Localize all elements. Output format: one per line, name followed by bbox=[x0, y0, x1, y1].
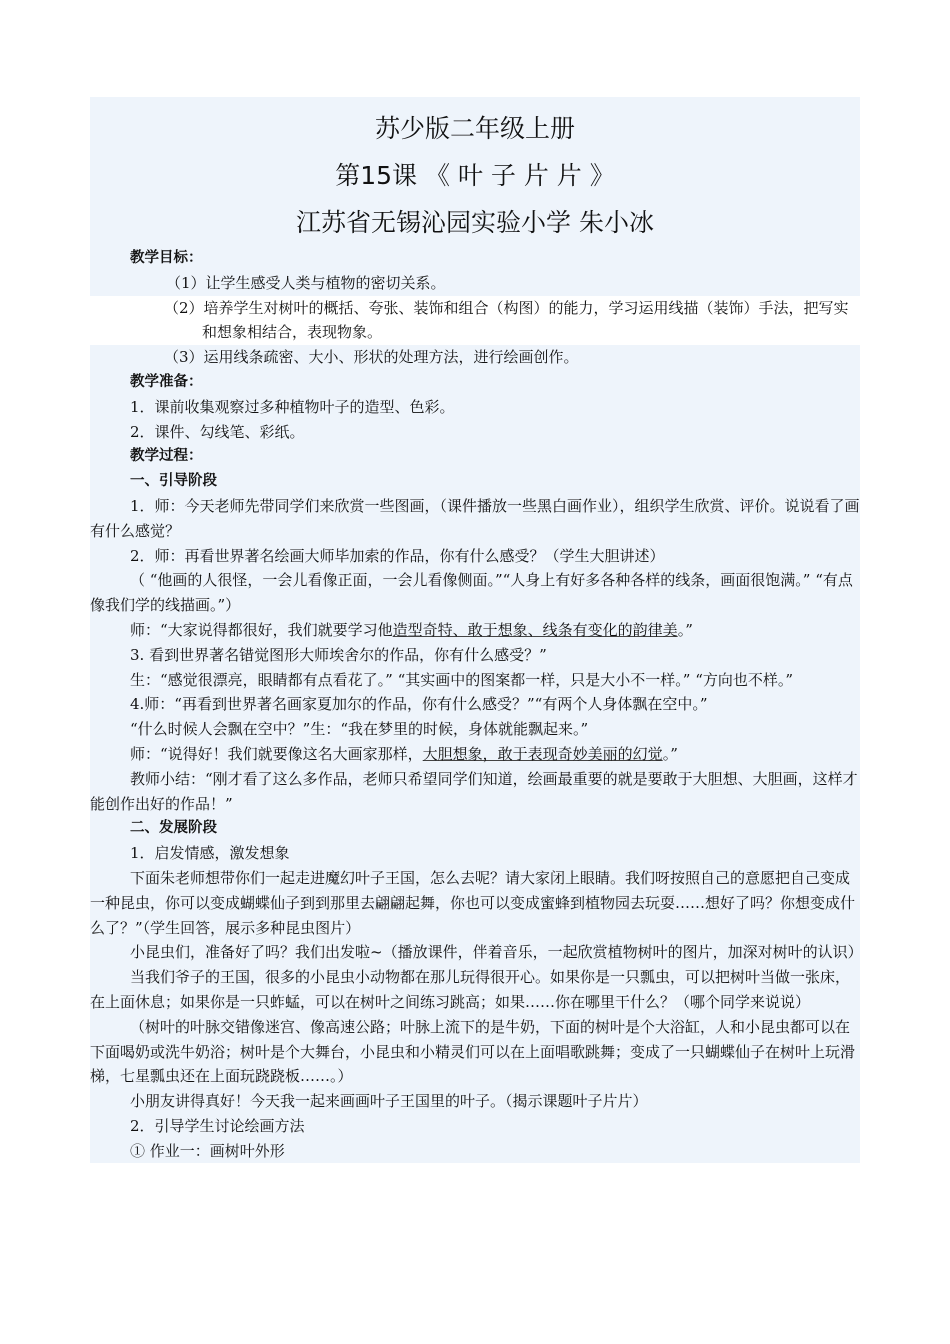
title-textbook: 苏少版二年级上册 bbox=[374, 114, 575, 143]
text-span: 师：“说得好！我们就要像这名大画家那样， bbox=[130, 744, 423, 763]
text-span: 。” bbox=[662, 744, 678, 763]
paragraph: （树叶的叶脉交错像迷宫、像高速公路；叶脉上流下的是牛奶，下面的树叶是个大浴缸，人和小昆虫都可以在下面喝奶或洗牛奶浴；树叶是个大舞台，小昆虫和小精灵们可以在上面唱歌跳舞；变成了一只蝴蝶仙子在树叶上玩滑梯，七星瓢虫还在上面玩跷跷板……。） bbox=[90, 1015, 860, 1089]
paragraph: （ “他画的人很怪，一会儿看像正面，一会儿看像侧面。”“人身上有好多各种各样的线条，画面很饱满。” “有点像我们学的线描画。”） bbox=[90, 568, 860, 618]
heading-process: 教学过程： bbox=[90, 444, 860, 469]
paragraph bbox=[90, 742, 860, 767]
paragraph bbox=[90, 618, 860, 643]
paragraph: 2．师：再看世界著名绘画大师毕加索的作品，你有什么感受？（学生大胆讲述） bbox=[90, 544, 860, 569]
heading-stage-1: 一、引导阶段 bbox=[90, 469, 860, 494]
paragraph: 4.师：“再看到世界著名画家夏加尔的作品，你有什么感受？”“有两个人身体飘在空中。” bbox=[90, 692, 860, 717]
paragraph: 小昆虫们，准备好了吗？我们出发啦~（播放课件，伴着音乐，一起欣赏植物树叶的图片，加深对树叶的认识） bbox=[90, 940, 860, 965]
prep-2: 2．课件、勾线笔、彩纸。 bbox=[90, 420, 860, 445]
underlined-phrase: 大胆想象，敢于表现奇妙美丽的幻觉 bbox=[422, 744, 663, 763]
paragraph: 3. 看到世界著名错觉图形大师埃舍尔的作品，你有什么感受？” bbox=[90, 643, 860, 668]
heading-stage-2: 二、发展阶段 bbox=[90, 816, 860, 841]
underlined-phrase: 造型奇特、敢于想象、线条有变化的韵律美 bbox=[392, 620, 678, 639]
paragraph: ① 作业一：画树叶外形 bbox=[90, 1139, 860, 1164]
paragraph: “什么时候人会飘在空中？”生：“我在梦里的时候，身体就能飘起来。” bbox=[90, 717, 860, 742]
title-lesson: 第15课 《 叶 子 片 片 》 bbox=[335, 161, 615, 190]
paragraph: 1．师：今天老师先带同学们来欣赏一些图画，（课件播放一些黑白画作业），组织学生欣赏、评价。说说看了画有什么感觉？ bbox=[90, 494, 860, 544]
text-span: 。” bbox=[677, 620, 693, 639]
title-block bbox=[90, 97, 860, 250]
paragraph: 小朋友讲得真好！今天我一起来画画叶子王国里的叶子。（揭示课题叶子片片） bbox=[90, 1089, 860, 1114]
paragraph: 教师小结：“刚才看了这么多作品，老师只希望同学们知道，绘画最重要的就是要敢于大胆想、大胆画，这样才能创作出好的作品！” bbox=[90, 767, 860, 817]
heading-goals: 教学目标： bbox=[90, 246, 860, 271]
goal-2: （2）培养学生对树叶的概括、夸张、装饰和组合（构图）的能力，学习运用线描（装饰）手法，把写实和想象相结合，表现物象。 bbox=[164, 298, 849, 342]
goal-1: （1）让学生感受人类与植物的密切关系。 bbox=[90, 271, 860, 296]
paragraph: 当我们爷子的王国，很多的小昆虫小动物都在那儿玩得很开心。如果你是一只瓢虫，可以把树叶当做一张床，在上面休息；如果你是一只蚱蜢，可以在树叶之间练习跳高；如果……你在哪里干什么？（哪个同学来说说） bbox=[90, 965, 860, 1015]
paragraph: 生：“感觉很漂亮，眼睛都有点看花了。” “其实画中的图案都一样，只是大小不一样。” “方向也不样。” bbox=[90, 668, 860, 693]
prep-1: 1．课前收集观察过多种植物叶子的造型、色彩。 bbox=[90, 395, 860, 420]
paragraph: 2．引导学生讨论绘画方法 bbox=[90, 1114, 860, 1139]
heading-preparation: 教学准备： bbox=[90, 370, 860, 395]
paragraph: 下面朱老师想带你们一起走进魔幻叶子王国，怎么去呢？请大家闭上眼睛。我们呀按照自己的意愿把自己变成一种昆虫，你可以变成蝴蝶仙子到到那里去翩翩起舞，你也可以变成蜜蜂到植物园去玩耍……想好了吗？你想变成什么了？”（学生回答，展示多种昆虫图片） bbox=[90, 866, 860, 940]
goal-3: （3）运用线条疏密、大小、形状的处理方法，进行绘画创作。 bbox=[90, 345, 860, 370]
title-school-author: 江苏省无锡沁园实验小学 朱小冰 bbox=[296, 208, 654, 237]
paragraph: 1．启发情感，激发想象 bbox=[90, 841, 860, 866]
text-span: 师：“大家说得都很好，我们就要学习他 bbox=[130, 620, 393, 639]
document-body bbox=[90, 246, 863, 1163]
